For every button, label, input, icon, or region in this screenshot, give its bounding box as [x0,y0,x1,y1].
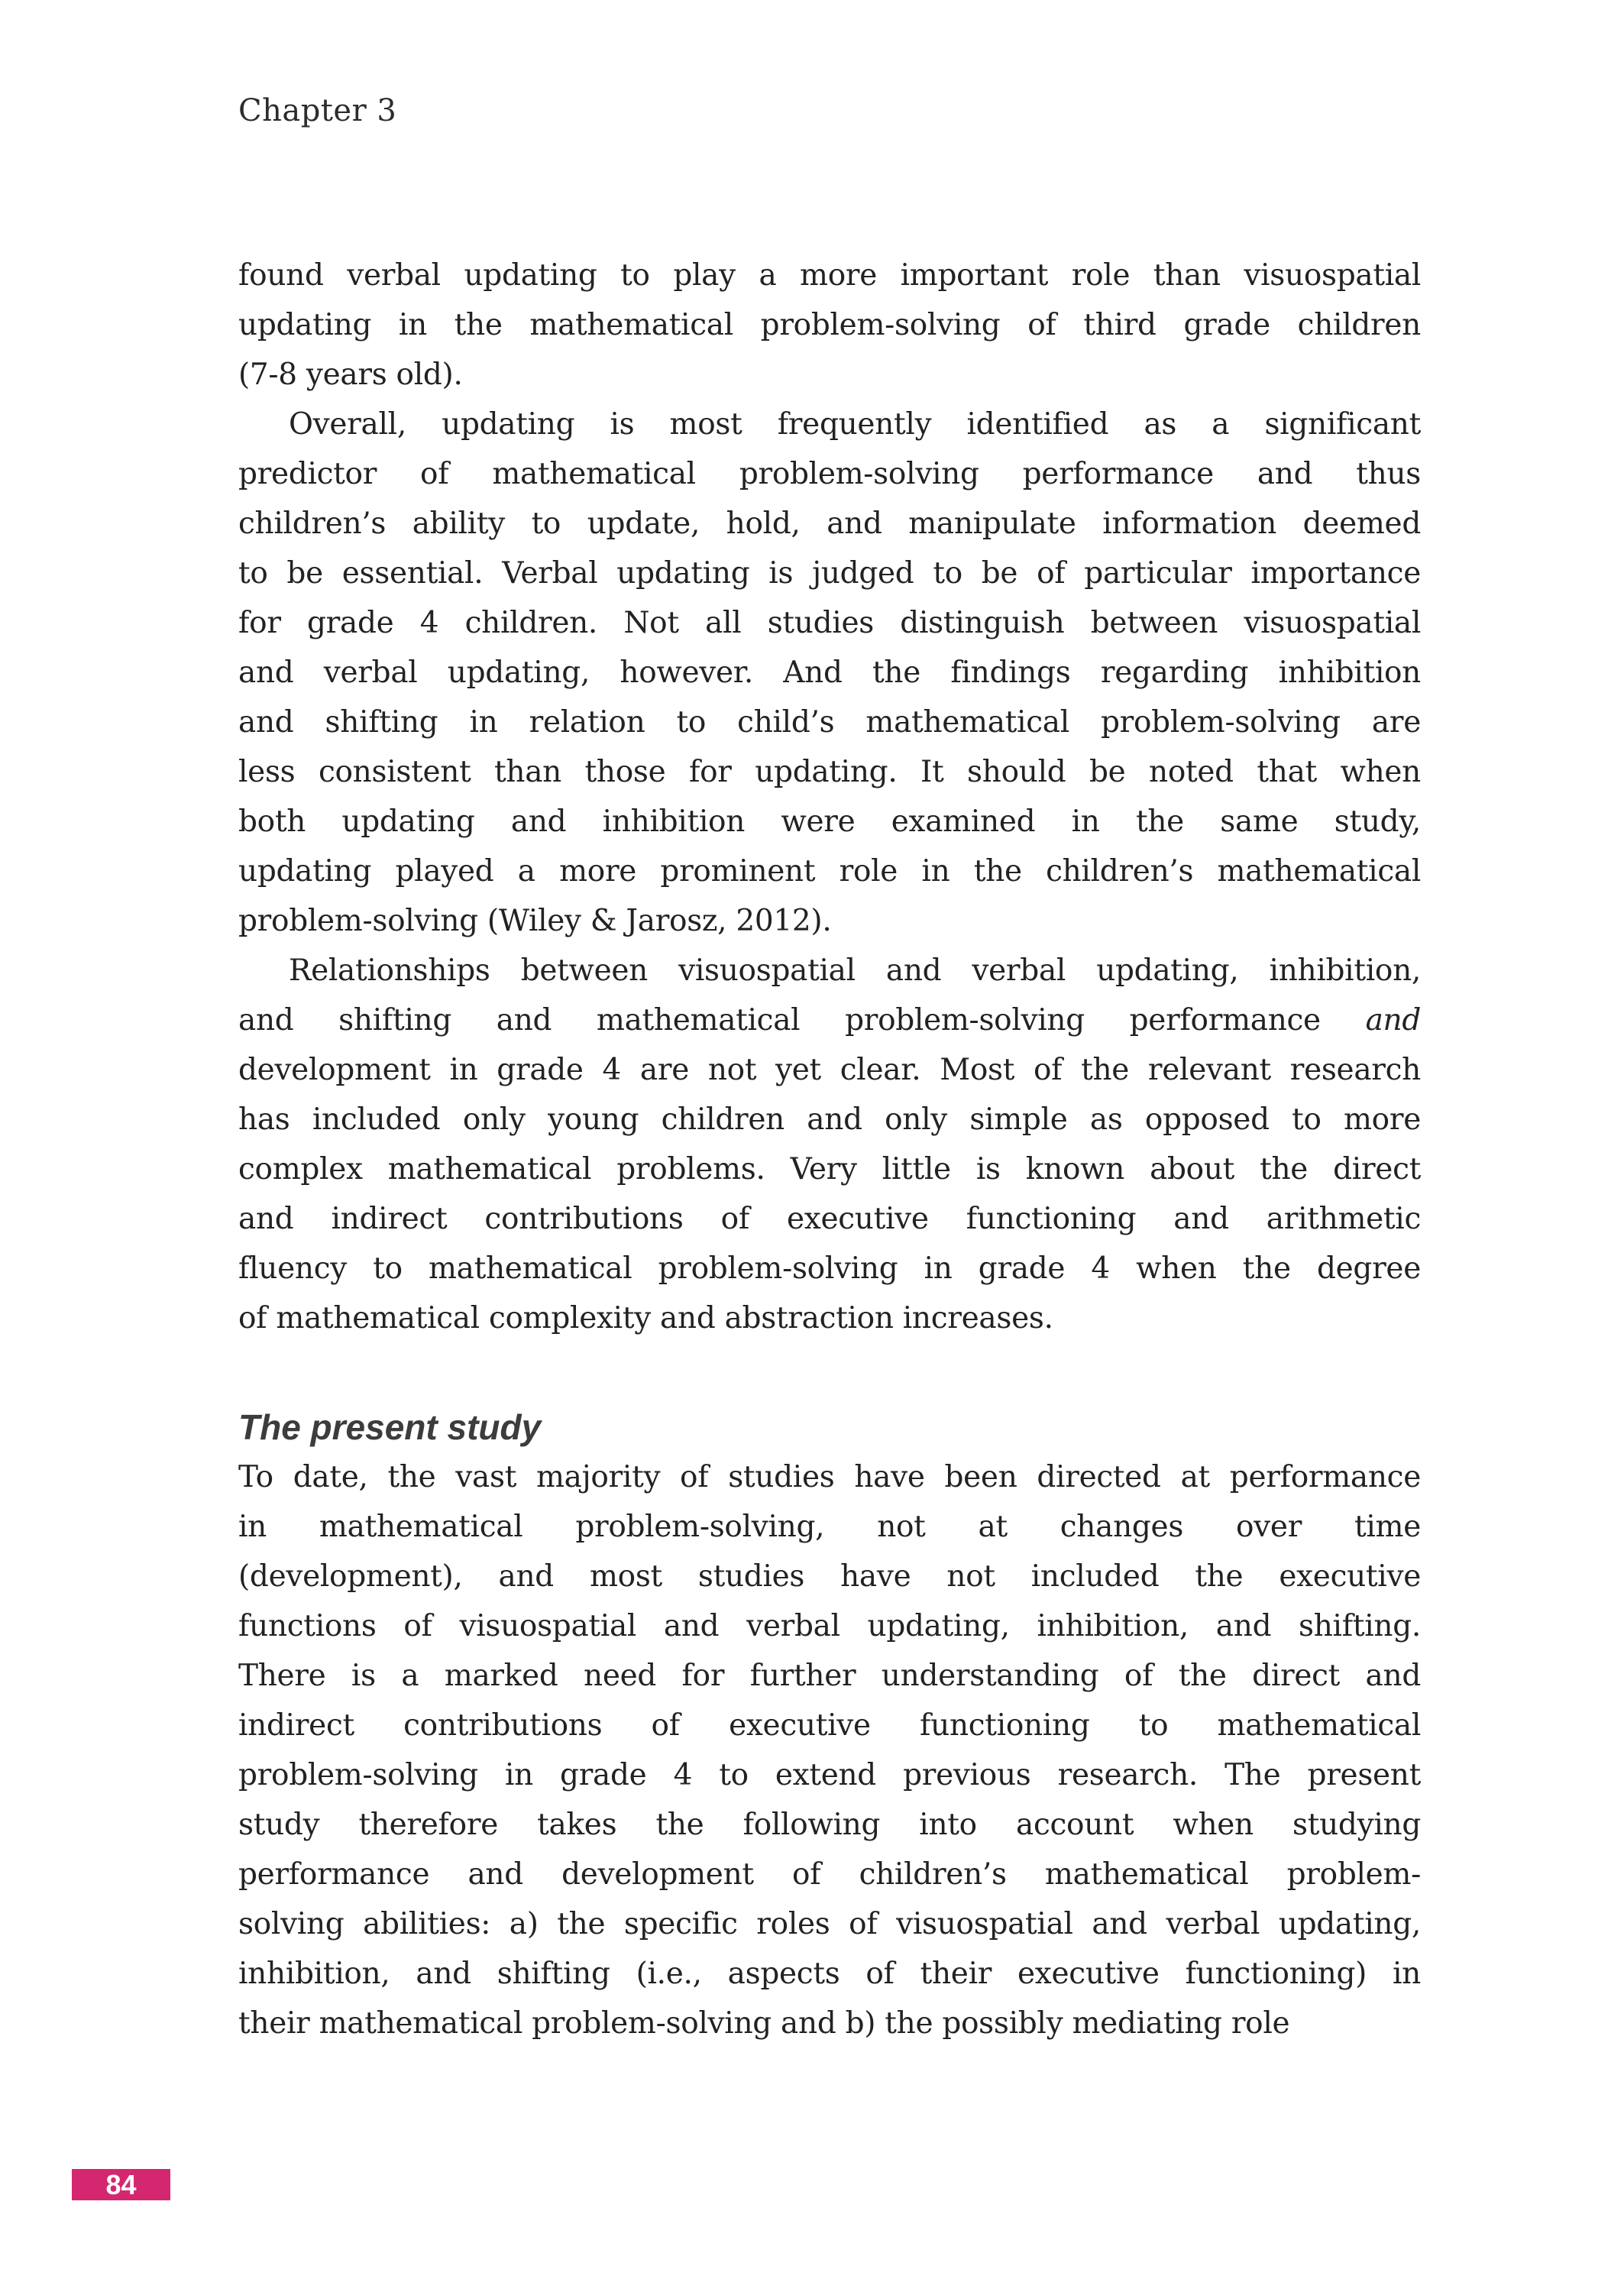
text-line: problem-solving in grade 4 to extend previous research. The present [238,1758,1421,1792]
paragraph [238,1452,1421,2048]
text-line: fluency to mathematical problem-solving in grade 4 when the degree [238,1251,1421,1286]
section-heading: The present study [238,1407,542,1447]
text-line: complex mathematical problems. Very little is known about the direct [238,1152,1421,1186]
page-number: 84 [105,2168,137,2200]
text-line: and shifting and mathematical problem-solving performance and [238,1003,1421,1038]
text-line: to be essential. Verbal updating is judged to be of particular importance [238,556,1421,591]
text-line: Overall, updating is most frequently identified as a significant [289,407,1421,442]
text-line: both updating and inhibition were examined in the same study, [238,804,1421,839]
paragraph [238,251,1421,400]
text-line: updating in the mathematical problem-solving of third grade children [238,308,1421,342]
paragraph [238,946,1421,1343]
text-line: in mathematical problem-solving, not at changes over time [238,1510,1421,1544]
text-line: and indirect contributions of executive functioning and arithmetic [238,1202,1421,1236]
paragraph [238,400,1421,946]
text-line: (7-8 years old). [238,358,463,392]
text-line: and shifting in relation to child’s mathematical problem-solving are [238,705,1421,740]
text-line: found verbal updating to play a more important role than visuospatial [238,258,1421,293]
text-line: (development), and most studies have not included the executive [238,1559,1421,1594]
text-line: indirect contributions of executive functioning to mathematical [238,1708,1421,1743]
text-line: updating played a more prominent role in the children’s mathematical [238,854,1421,889]
text-line: children’s ability to update, hold, and manipulate information deemed [238,507,1421,541]
page-number-badge [72,2169,170,2200]
chapter-label: Chapter 3 [238,93,397,128]
text-line: solving abilities: a) the specific roles of visuospatial and verbal updating, [238,1907,1421,1941]
text-line: inhibition, and shifting (i.e., aspects of their executive functioning) in [238,1957,1421,1991]
text-line: development in grade 4 are not yet clear. Most of the relevant research [238,1053,1421,1087]
text-line: To date, the vast majority of studies have been directed at performance [238,1460,1421,1494]
text-line: There is a marked need for further understanding of the direct and [238,1659,1421,1693]
text-line: for grade 4 children. Not all studies distinguish between visuospatial [238,606,1421,640]
text-line: of mathematical complexity and abstraction increases. [238,1301,1053,1335]
text-line: their mathematical problem-solving and b) the possibly mediating role [238,2006,1290,2041]
text-line: problem-solving (Wiley & Jarosz, 2012). [238,904,832,938]
text-line: has included only young children and only simple as opposed to more [238,1102,1421,1137]
text-line: and verbal updating, however. And the findings regarding inhibition [238,656,1421,690]
text-line: functions of visuospatial and verbal updating, inhibition, and shifting. [238,1609,1421,1643]
text-body [238,251,1421,2048]
text-line: Relationships between visuospatial and verbal updating, inhibition, [289,953,1421,988]
text-line: performance and development of children’s mathematical problem- [238,1857,1421,1892]
text-line: less consistent than those for updating. It should be noted that when [238,755,1421,789]
text-line: study therefore takes the following into account when studying [238,1808,1421,1842]
text-line: predictor of mathematical problem-solving performance and thus [238,457,1421,491]
